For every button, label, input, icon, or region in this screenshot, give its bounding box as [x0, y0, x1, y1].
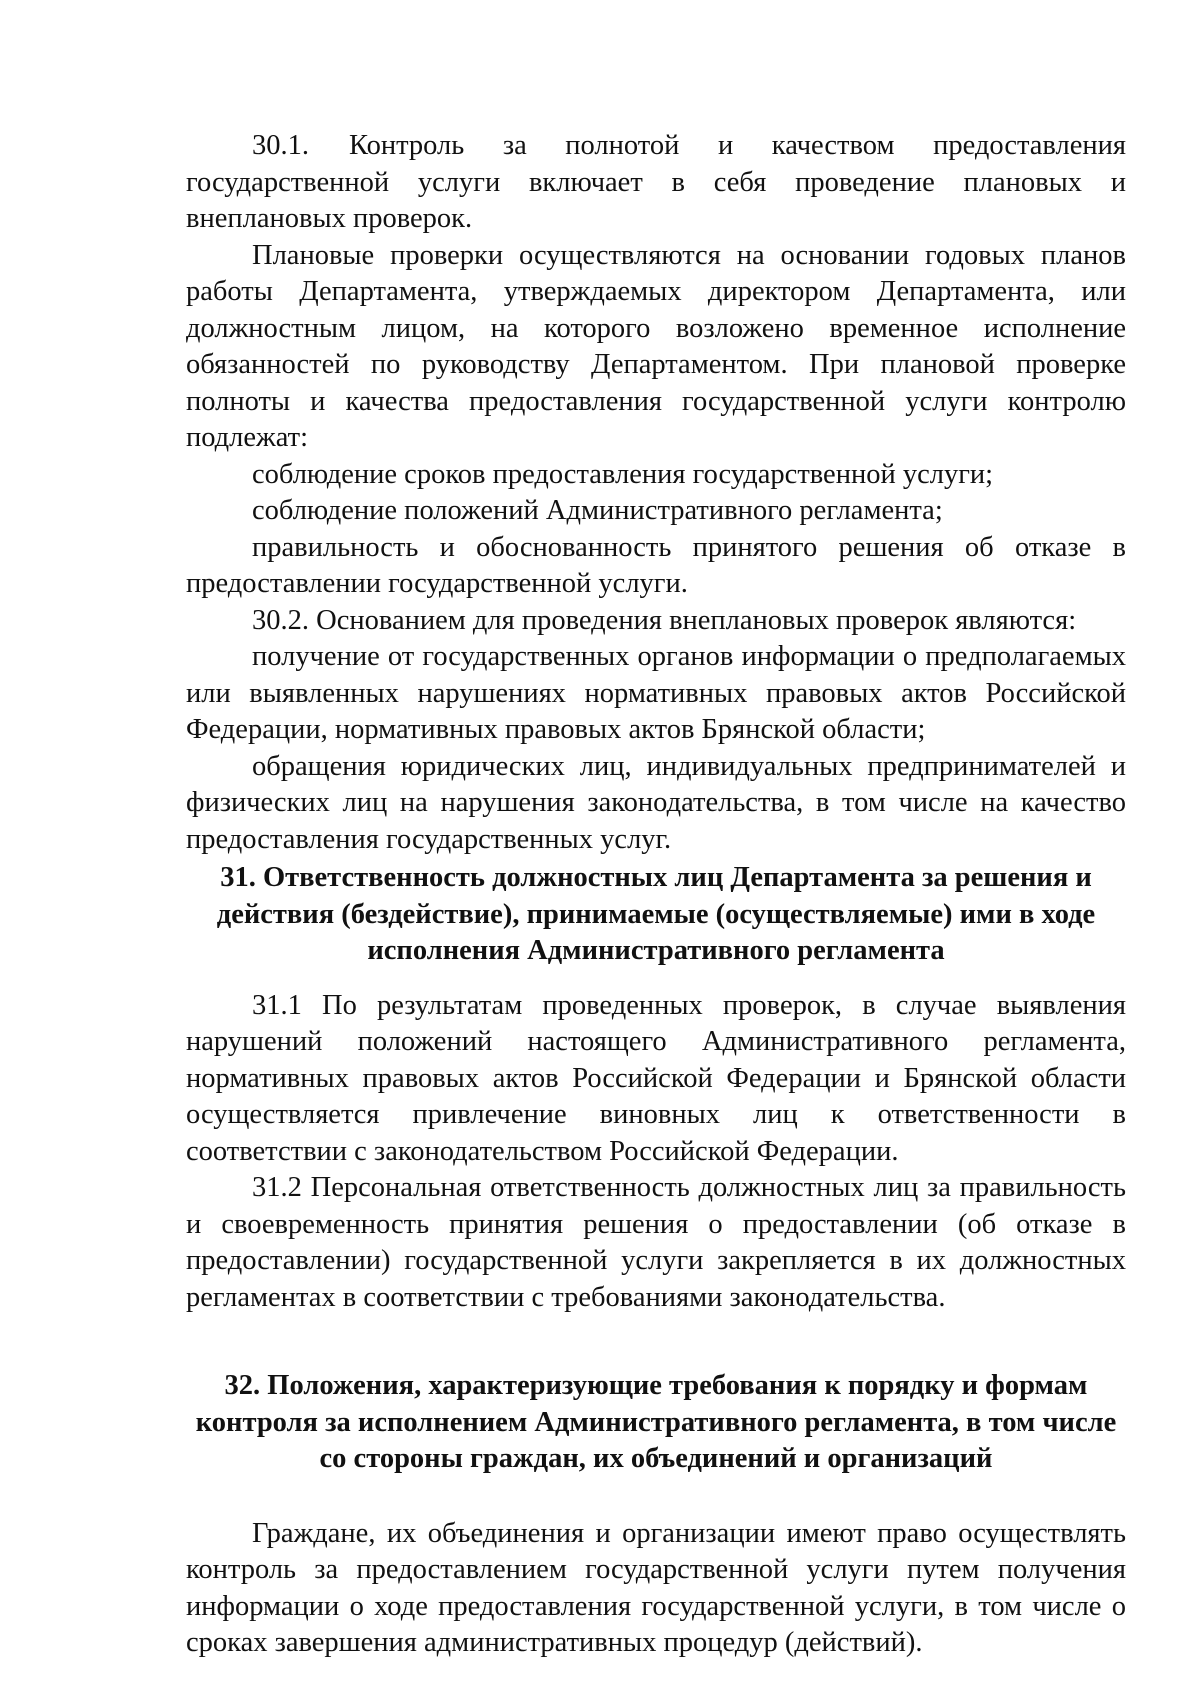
list-item-complaints: обращения юридических лиц, индивидуальных предпринимателей и физических лиц на нарушения законодательства, в том числе на качество предоставления государственных услуг.	[186, 750, 1126, 855]
document-page	[186, 128, 1126, 1662]
list-item-decision-validity: правильность и обоснованность принятого решения об отказе в предоставлении государственной услуги.	[186, 531, 1126, 599]
paragraph-31-2: 31.2 Персональная ответственность должностных лиц за правильность и своевременность принятия решения о предоставлении (об отказе в предоставлении) государственной услуги закрепляется в их должностных регламентах в соответствии с требованиями законодательства.	[186, 1172, 1126, 1313]
section-number-30-1: 30.1.	[252, 130, 309, 161]
section-heading-32: 32. Положения, характеризующие требования к порядку и формам контроля за исполнением Административного регламента, в том числе со стороны граждан, их объединений и организаций	[195, 1370, 1117, 1474]
paragraph-30-2: 30.2. Основанием для проведения внеплановых проверок являются:	[252, 604, 1077, 636]
paragraph-31-1: 31.1 По результатам проведенных проверок, в случае выявления нарушений положений настоящего Административного регламента, нормативных правовых актов Российской Федерации и Брянской области осуществляется привлечение виновных лиц к ответственности в соответствии с законодательством Российской Федерации.	[186, 989, 1126, 1167]
paragraph-30-1	[186, 128, 1126, 238]
list-item-deadlines: соблюдение сроков предоставления государственной услуги;	[252, 458, 994, 490]
list-item-violation-info: получение от государственных органов информации о предполагаемых или выявленных нарушениях нормативных правовых актов Российской Федерации, нормативных правовых актов Брянской области;	[186, 641, 1126, 745]
paragraph-planned-inspections: Плановые проверки осуществляются на основании годовых планов работы Департамента, утверждаемых директором Департамента, или должностным лицом, на которого возложено временное исполнение обязанностей по руководству Департаментом. При плановой проверке полноты и качества предоставления государственной услуги контролю подлежат:	[186, 239, 1126, 453]
section-heading-31: 31. Ответственность должностных лиц Департамента за решения и действия (бездействие), принимаемые (осуществляемые) ими в ходе исполнения Административного регламента	[216, 862, 1096, 966]
list-item-regulation-compliance: соблюдение положений Административного регламента;	[252, 495, 943, 526]
paragraph-30-1-text: Контроль за полнотой и качеством предоставления государственной услуги включает в себя проведение плановых и внеплановых проверок.	[186, 130, 1126, 234]
paragraph-32: Граждане, их объединения и организации имеют право осуществлять контроль за предоставлением государственной услуги путем получения информации о ходе предоставления государственной услуги, в том числе о сроках завершения административных процедур (действий).	[186, 1517, 1126, 1658]
